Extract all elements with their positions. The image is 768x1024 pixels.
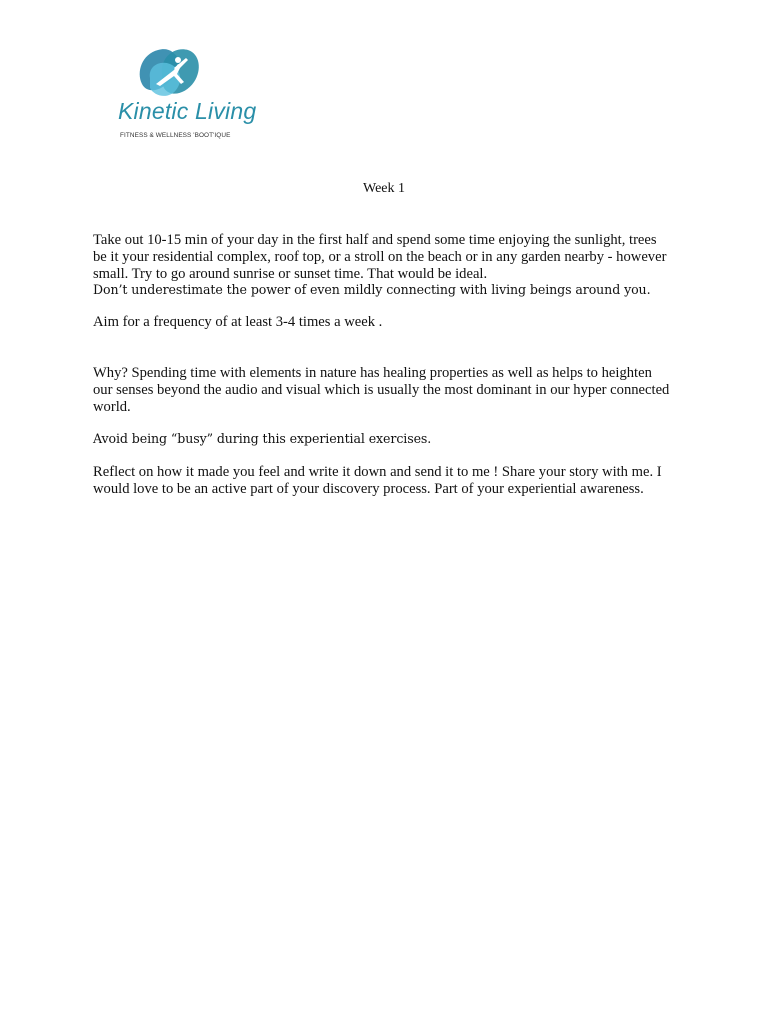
heading-text: Week 1 — [362, 181, 406, 196]
paragraph-avoid: Avoid being “busy” during this experiential exercises. — [93, 431, 432, 447]
document-heading — [0, 181, 768, 197]
document-body — [93, 232, 673, 498]
paragraph-connect: Don’t underestimate the power of even mildly connecting with living beings around you. — [93, 282, 651, 298]
paragraph-intro: Take out 10-15 min of your day in the first half and spend some time enjoying the sunlight, trees be it your residential complex, roof top, or a stroll on the beach or in any garden nearby - however small. Try to go around sunrise or sunset time. That would be ideal. — [93, 232, 667, 282]
brand-tagline: FITNESS & WELLNESS 'BOOT'IQUE — [120, 132, 231, 139]
paragraph-frequency: Aim for a frequency of at least 3-4 times a week . — [93, 314, 383, 331]
paragraph-why: Why? Spending time with elements in nature has healing properties as well as helps to heighten our senses beyond the audio and visual which is usually the most dominant in our hyper connected world. — [93, 364, 670, 415]
brand-title: Kinetic Living — [118, 98, 257, 124]
paragraph-reflect: Reflect on how it made you feel and write it down and send it to me ! Share your story with me. I would love to be an active part of your discovery process. Part of your experiential awareness. — [93, 464, 662, 497]
brand-logo — [112, 44, 257, 144]
yoga-figure-logo-icon — [134, 44, 204, 106]
